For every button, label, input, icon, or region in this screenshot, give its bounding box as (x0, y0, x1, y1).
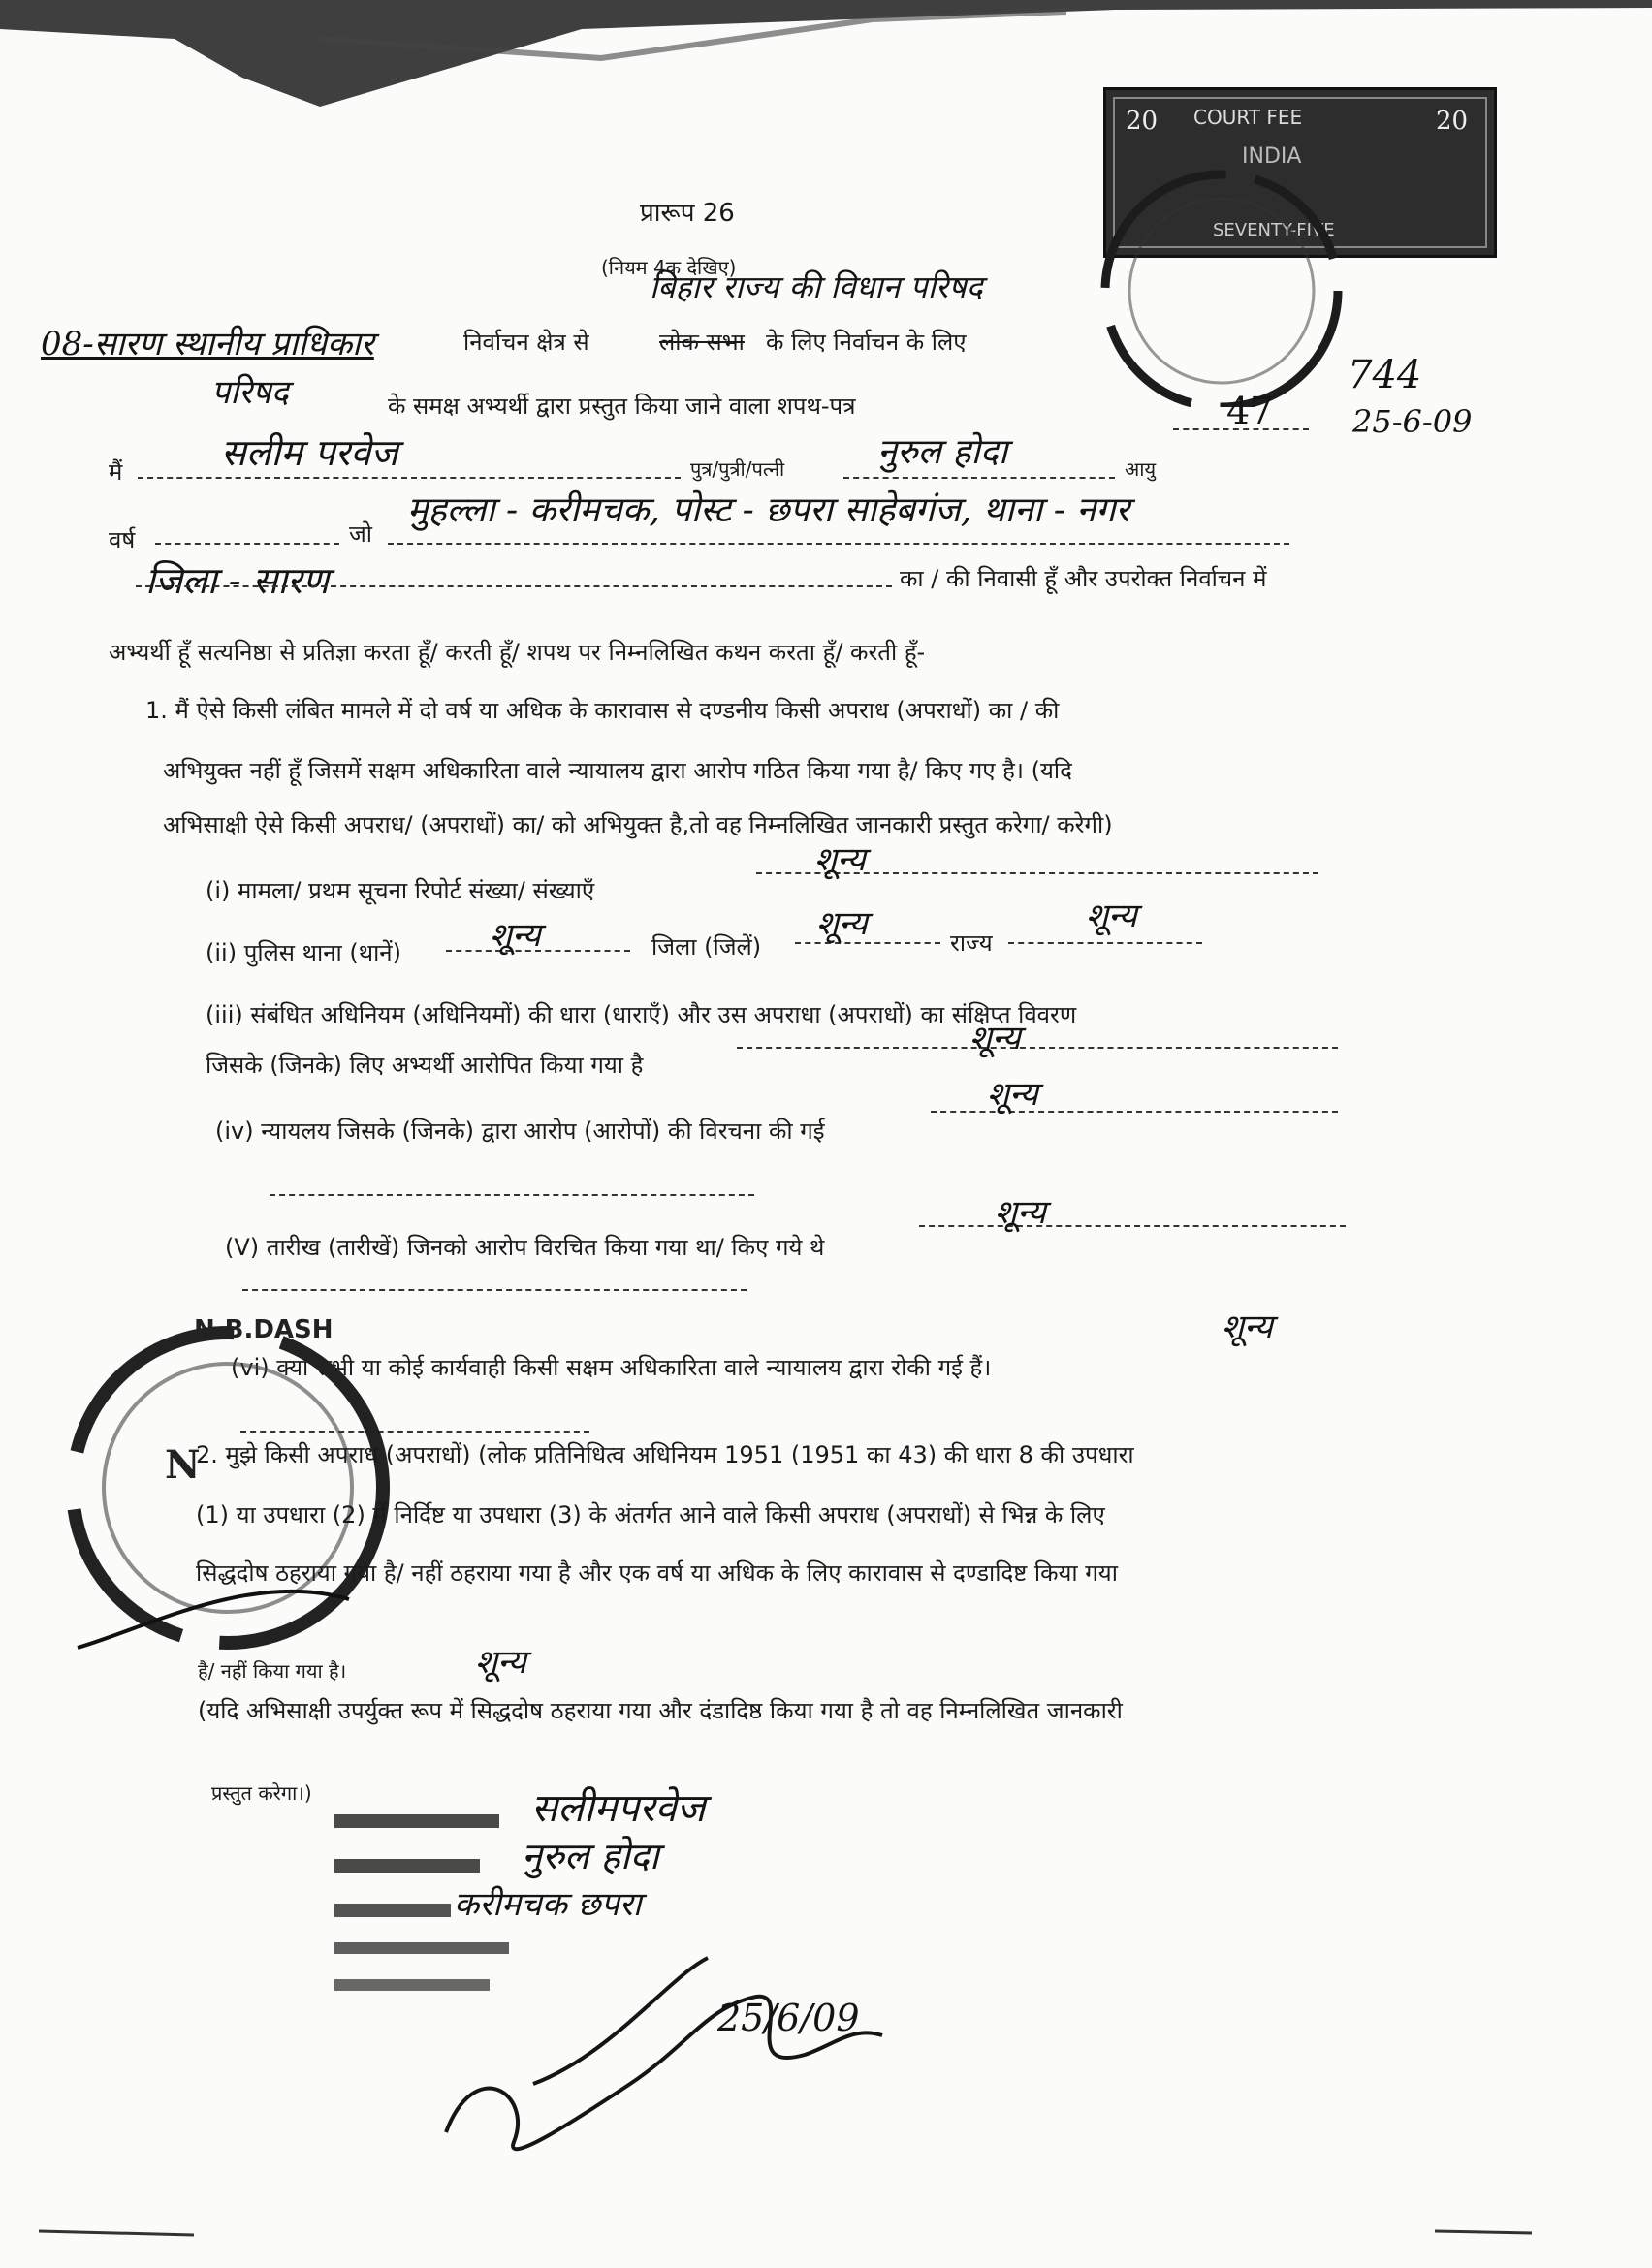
sign-father: नुरुल होदा (522, 1835, 659, 1877)
election-text: के लिए निर्वाचन के लिए (766, 329, 967, 356)
oath-line: अभ्यर्थी हूँ सत्यनिष्ठा से प्रतिज्ञा करता हूँ/ करती हूँ/ शपथ पर निम्नलिखित कथन करता हूँ/ करती हूँ- (109, 639, 926, 666)
affidavit-title: के समक्ष अभ्यर्थी द्वारा प्रस्तुत किया जाने वाला शपथ-पत्र (388, 393, 856, 420)
svg-text:N: N (165, 1442, 201, 1488)
item-ii-police-value: शून्य (490, 916, 541, 955)
item-ii-state-value: शून्य (1086, 897, 1137, 935)
age-label: आयु (1125, 457, 1157, 481)
item2-value: शून्य (475, 1643, 526, 1682)
item1-line3: अभिसाक्षी ऐसे किसी अपराध/ (अपराधों) का/ को अभियुक्त है,तो वह निम्नलिखित जानकारी प्रस्तुत करेगा/ करेगी) (163, 811, 1113, 838)
item-ii-label: (ii) पुलिस थाना (थानें) (206, 939, 401, 966)
sign-name: सलीमपरवेज (531, 1786, 706, 1831)
svg-text:20: 20 (1126, 107, 1159, 136)
item-v-value: शून्य (995, 1193, 1046, 1232)
item-iv-label: (iv) न्यायलय जिसके (जिनके) द्वारा आरोप (आरोपों) की विरचना की गई (215, 1118, 825, 1145)
struck-lok-sabha: लोक सभा (659, 329, 745, 356)
item-iii-line1: (iii) संबंधित अधिनियम (अधिनियमों) की धारा (धाराएँ) और उस अपराधा (अपराधों) का संक्षिप्त विवरण (206, 1001, 1077, 1028)
item-v-label: (V) तारीख (तारीखें) जिनको आरोप विरचित किया गया था/ किए गये थे (225, 1234, 825, 1261)
item-iii-line2: जिसके (जिनके) लिए अभ्यर्थी आरोपित किया गया है (206, 1052, 644, 1079)
svg-text:N.B.DASH: N.B.DASH (194, 1315, 334, 1344)
relation-label: पुत्र/पुत्री/पत्नी (690, 457, 785, 481)
item2-line6: प्रस्तुत करेगा।) (211, 1781, 312, 1805)
item2-line2: (1) या उपधारा (2) में निर्दिष्ट या उपधारा (3) के अंतर्गत आने वाले किसी अपराध (अपराधों) से भिन्न के लिए (196, 1501, 1105, 1528)
filing-date: 25-6-09 (1352, 403, 1473, 440)
sign-date: 25/6/09 (717, 1997, 860, 2039)
item-ii-state-label: राज्य (950, 929, 993, 957)
item-i-label: (i) मामला/ प्रथम सूचना रिपोर्ट संख्या/ संख्याएँ (206, 877, 595, 904)
item-vi-label: (vi) क्या सभी या कोई कार्यवाही किसी सक्षम अधिकारिता वाले न्यायालय द्वारा रोकी गई हैं। (231, 1354, 992, 1381)
constituency-print: निर्वाचन क्षेत्र से (463, 329, 589, 356)
item-iv-value: शून्य (987, 1075, 1038, 1114)
svg-text:20: 20 (1436, 107, 1469, 136)
cancellation-seal-top (1047, 155, 1357, 407)
item-i-value: शून्य (814, 840, 866, 879)
candidate-age: 47 (1226, 390, 1274, 432)
filing-number: 744 (1348, 353, 1422, 397)
item2-line1: 2. मुझे किसी अपराध (अपराधों) (लोक प्रतिनिधित्व अधिनियम 1951 (1951 का 43) की धारा 8 की उपधारा (196, 1441, 1134, 1468)
rule-reference: (नियम 4क देखिए) (601, 256, 737, 279)
year-label: वर्ष (109, 526, 136, 553)
item1-line2: अभियुक्त नहीं हूँ जिसमें सक्षम अधिकारिता वाले न्यायालय द्वारा आरोप गठित किया गया है/ किए गए है। (यदि (163, 757, 1072, 784)
candidate-address: मुहल्ला - करीमचक, पोस्ट - छपरा साहेबगंज, थाना - नगर (407, 490, 1130, 530)
item2-line4: है/ नहीं किया गया है। (198, 1659, 347, 1683)
item-ii-district-value: शून्य (816, 904, 868, 943)
notary-seal (58, 1279, 407, 1686)
parent-name: नुरुल होदा (877, 432, 1008, 472)
resident-text: का / की निवासी हूँ और उपरोक्त निर्वाचन में (900, 565, 1267, 592)
item2-line3: सिद्धदोष ठहराया गया है/ नहीं ठहराया गया है और एक वर्ष या अधिक के लिए कारावास से दण्डादिष्ट किया गया (196, 1559, 1118, 1587)
parishad-handwritten: परिषद (211, 373, 289, 412)
candidate-name: सलीम परवेज (221, 431, 398, 474)
item-vi-value: शून्य (1222, 1307, 1273, 1346)
scan-bottom-noise (0, 2210, 1652, 2268)
candidate-district: जिला - सारण (145, 559, 330, 602)
item-ii-district-label: जिला (जिलें) (651, 933, 762, 961)
svg-text:SEVENTY-FIVE: SEVENTY-FIVE (1213, 220, 1335, 240)
svg-text:INDIA: INDIA (1242, 144, 1302, 169)
constituency-handwritten: 08-सारण स्थानीय प्राधिकार (41, 325, 374, 363)
sign-address: करीमचक छपरा (454, 1885, 642, 1924)
main-label: मैं (109, 458, 123, 486)
item2-line5: (यदि अभिसाक्षी उपर्युक्त रूप में सिद्धदोष ठहराया गया और दंडादिष्ठ किया गया है तो वह निम्नलिखित जानकारी (198, 1697, 1123, 1724)
item-iii-value: शून्य (969, 1019, 1021, 1057)
form-title: प्रारूप 26 (640, 199, 735, 228)
item1-line1: 1. मैं ऐसे किसी लंबित मामले में दो वर्ष या अधिक के कारावास से दण्डनीय किसी अपराध (अपराधों) का / की (145, 697, 1060, 724)
svg-text:COURT FEE: COURT FEE (1193, 106, 1303, 129)
signature-scribble (417, 1938, 960, 2171)
council-handwritten: बिहार राज्य की विधान परिषद (650, 268, 983, 305)
jo-label: जो (349, 520, 373, 548)
